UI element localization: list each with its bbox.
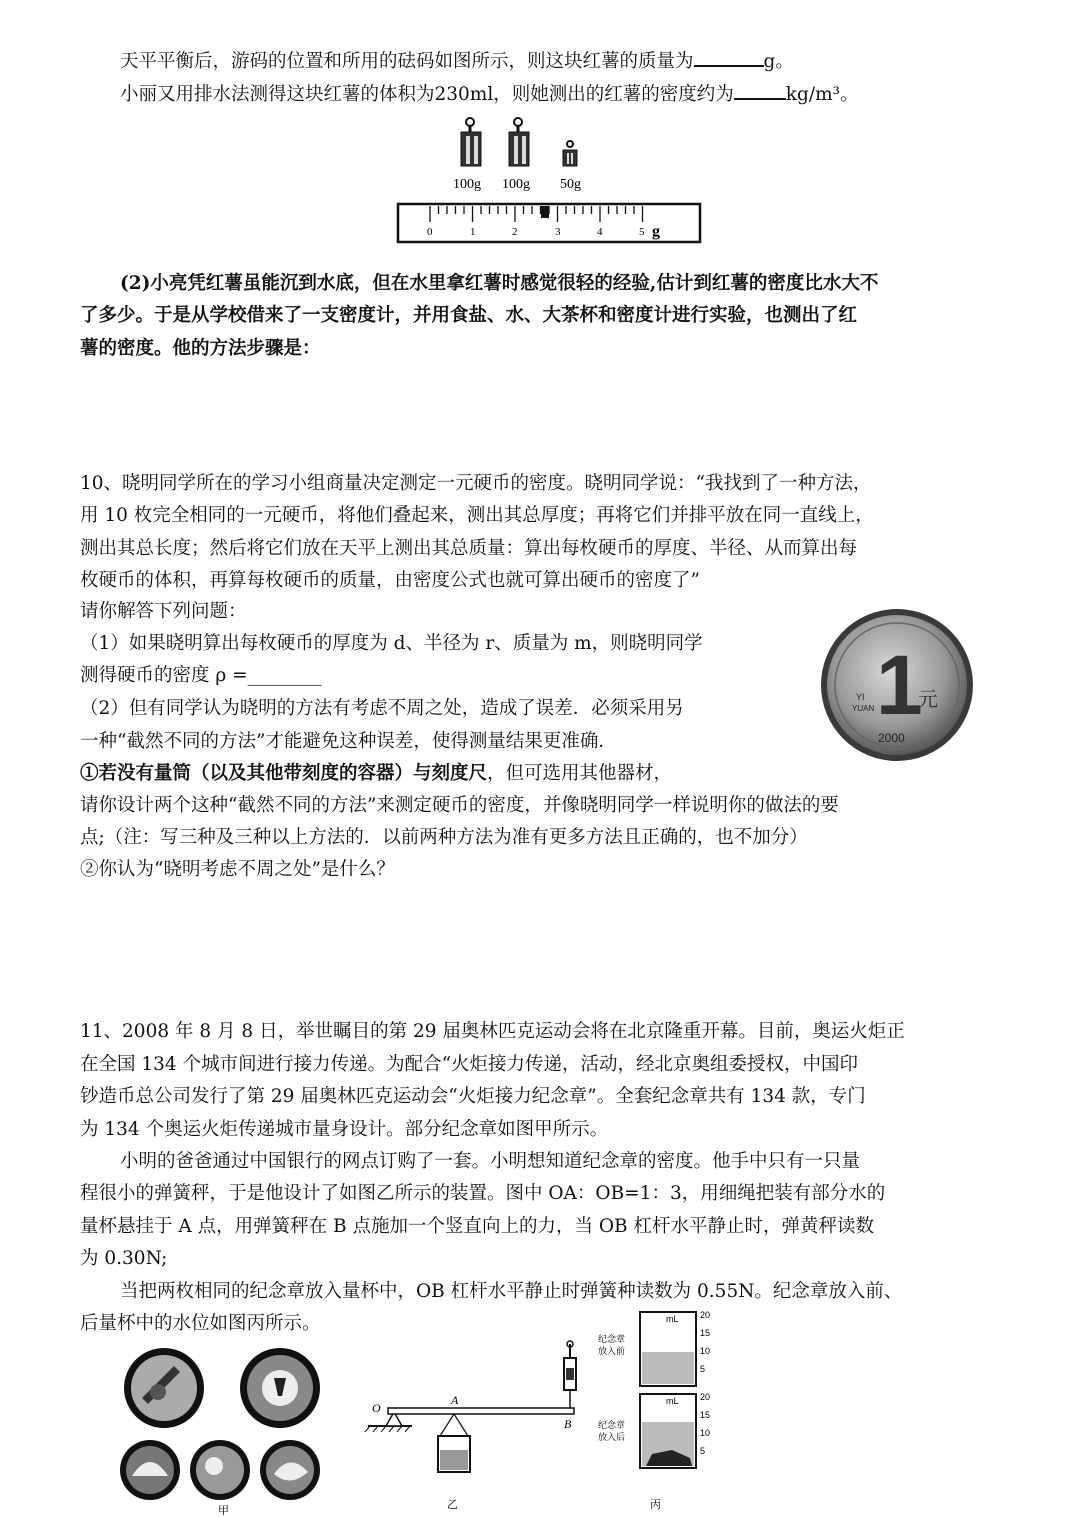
- q9-line1: 天平平衡后，游码的位置和所用的砝码如图所示，则这块红薯的质量为 g。: [120, 47, 794, 74]
- cylinder-before: [598, 1310, 710, 1386]
- weight-100g-b: [509, 118, 529, 166]
- q9-part2-line3: 薯的密度。他的方法步骤是：: [80, 338, 321, 359]
- rider[interactable]: [541, 206, 549, 218]
- q10-line11: 点;（注：写三种及三种以上方法的．以前两种方法为准有更多方法且正确的，也不加分）: [80, 827, 808, 848]
- coin-numeral: 1: [876, 638, 923, 732]
- svg-text:5: 5: [700, 1364, 706, 1374]
- q10-line1: 10、晓明同学所在的学习小组商量决定测定一元硬币的密度。晓明同学说：“我找到了一种方法，: [80, 473, 872, 494]
- q10-line6: （1）如果晓明算出每枚硬币的厚度为 d、半径为 r、质量为 m，则晓明同学: [80, 633, 703, 654]
- q10-line12: ②你认为“晓明考虑不周之处”是什么？: [80, 859, 395, 880]
- tick-5: 5: [639, 226, 645, 238]
- weight-label-2: 100g: [502, 177, 530, 192]
- q11-line2: 在全国 134 个城市间进行接力传递。为配合“火炬接力传递，活动，经北京奥组委授权，中国印: [80, 1054, 859, 1075]
- label-a: A: [451, 1393, 459, 1407]
- svg-text:15: 15: [700, 1410, 711, 1420]
- q10-line7[interactable]: 测得硬币的密度 ρ =________: [80, 665, 322, 686]
- label-b: B: [564, 1417, 572, 1431]
- fig-label-jia: 甲: [218, 1504, 229, 1517]
- q11-line1: 11、2008 年 8 月 8 日，举世瞩目的第 29 届奥林匹克运动会将在北京隆重开幕。目前，奥运火炬正: [80, 1021, 905, 1042]
- q10-line2: 用 10 枚完全相同的一元硬币，将他们叠起来，测出其总厚度；再将它们并排平放在同一直线上，: [80, 505, 874, 526]
- q11-para3-line1: 当把两枚相同的纪念章放入量杯中，OB 杠杆水平静止时弹簧种读数为 0.55N。纪念章放入前、: [120, 1281, 903, 1302]
- coin-unit: 元: [918, 687, 938, 711]
- coin-yuan: YUAN: [852, 704, 875, 713]
- medal-3: [120, 1440, 180, 1500]
- tick-4: 4: [597, 226, 603, 238]
- q11-line3: 钞造币总公司发行了第 29 届奥林匹克运动会“火炬接力纪念章”。全套纪念章共有 134 款，专门: [80, 1086, 866, 1107]
- svg-text:放入后: 放入后: [598, 1433, 626, 1443]
- svg-text:放入前: 放入前: [598, 1347, 626, 1357]
- svg-text:5: 5: [700, 1446, 706, 1456]
- balance-figure: [340, 108, 710, 248]
- weight-label-3: 50g: [560, 177, 581, 192]
- cyl-unit-1: mL: [666, 1314, 679, 1324]
- svg-text:10: 10: [700, 1346, 711, 1356]
- svg-text:纪念章: 纪念章: [598, 1421, 626, 1431]
- q9-part2-line1: (2)小亮凭红薯虽能沉到水底，但在水里拿红薯时感觉很轻的经验,估计到红薯的密度比水大不: [120, 273, 879, 294]
- weight-label-1: 100g: [453, 177, 481, 192]
- svg-text:15: 15: [700, 1328, 711, 1338]
- svg-text:10: 10: [700, 1428, 711, 1438]
- fig-label-yi: 乙: [447, 1498, 458, 1511]
- density-blank[interactable]: [734, 80, 786, 100]
- lever-bar: [388, 1408, 574, 1414]
- svg-text:20: 20: [700, 1392, 711, 1402]
- svg-text:纪念章: 纪念章: [598, 1335, 626, 1345]
- q10-line4: 枚硬币的体积，再算每枚硬币的质量，由密度公式也就可算出硬币的密度了”: [80, 570, 700, 591]
- q10-item1: ①若没有量筒（以及其他带刻度的容器）与刻度尺，但可选用其他器材，: [80, 763, 673, 784]
- q10-line3: 测出其总长度；然后将它们放在天平上测出其总质量：算出每枚硬币的厚度、半径、从而算出每: [80, 538, 858, 559]
- medal-5: [260, 1440, 320, 1500]
- coin-image: [818, 606, 976, 764]
- medal-1: [124, 1348, 204, 1428]
- q11-line4: 为 134 个奥运火炬传递城市量身设计。部分纪念章如图甲所示。: [80, 1119, 609, 1140]
- cyl-unit-2: mL: [666, 1396, 679, 1406]
- coin-year: 2000: [878, 731, 905, 745]
- tick-1: 1: [470, 226, 476, 238]
- scale-unit: g: [652, 223, 660, 240]
- q10-line9: 一种“截然不同的方法”才能避免这种误差，使得测量结果更准确．: [80, 731, 617, 752]
- q9-part2-line2: 了多少。于是从学校借来了一支密度计，并用食盐、水、大茶杯和密度计进行实验，也测出了红: [80, 305, 858, 326]
- q11-para2-line1: 小明的爸爸通过中国银行的网点订购了一套。小明想知道纪念章的密度。他手中只有一只量: [120, 1151, 861, 1172]
- tick-0: 0: [427, 226, 433, 238]
- q11-para3-line2: 后量杯中的水位如图丙所示。: [80, 1313, 321, 1334]
- coin-yi: YI: [856, 692, 865, 702]
- label-o: O: [372, 1401, 381, 1415]
- weight-50g: [563, 141, 577, 166]
- q11-para2-line4: 为 0.30N;: [80, 1248, 168, 1269]
- tick-2: 2: [512, 226, 518, 238]
- tick-3: 3: [555, 226, 561, 238]
- mass-blank[interactable]: [694, 47, 764, 67]
- weight-100g-a: [461, 118, 481, 166]
- cylinder-after: [598, 1392, 710, 1468]
- medal-4: [190, 1440, 250, 1500]
- figure-jia-medals: [118, 1348, 344, 1518]
- q10-line5: 请你解答下列问题：: [80, 601, 247, 622]
- figure-yi-lever: [350, 1340, 586, 1518]
- fig-label-bing: 丙: [650, 1498, 661, 1511]
- q9-line2: 小丽又用排水法测得这块红薯的体积为230ml，则她测出的红薯的密度约为 kg/m³。: [120, 80, 859, 107]
- svg-text:20: 20: [700, 1310, 711, 1320]
- q10-line8: （2）但有同学认为晓明的方法有考虑不周之处，造成了误差．必须采用另: [80, 698, 684, 719]
- q11-para2-line3: 量杯悬挂于 A 点，用弹簧秤在 B 点施加一个竖直向上的力，当 OB 杠杆水平静止时，弹黄秤读数: [80, 1216, 875, 1237]
- figure-bing-cylinders: [592, 1308, 714, 1518]
- q10-line10: 请你设计两个这种“截然不同的方法”来测定硬币的密度，并像晓明同学一样说明你的做法的要: [80, 795, 839, 816]
- medal-2: [240, 1348, 320, 1428]
- q11-para2-line2: 程很小的弹簧秤，于是他设计了如图乙所示的装置。图中 OA：OB=1：3，用细绳把装有部分水的: [80, 1183, 886, 1204]
